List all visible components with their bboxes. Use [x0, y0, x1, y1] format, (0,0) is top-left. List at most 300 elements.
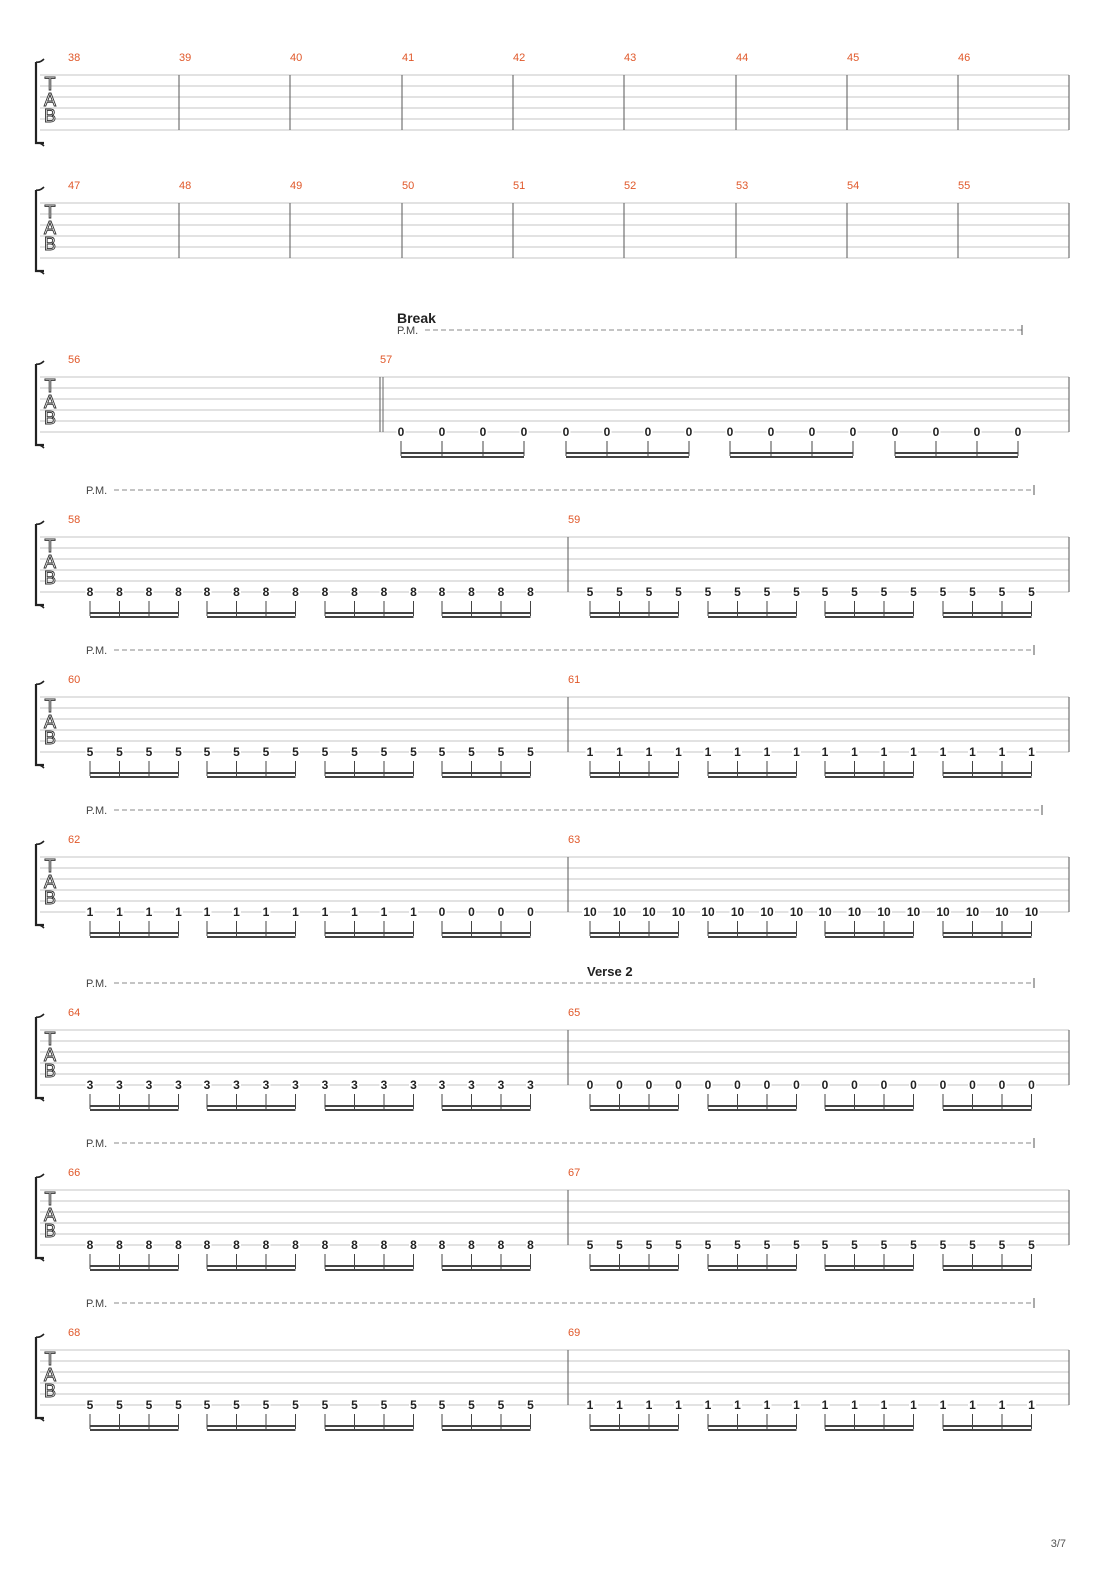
beam: [325, 1425, 414, 1427]
fret-number: 1: [880, 1398, 888, 1412]
beam: [825, 1265, 914, 1267]
beam: [943, 936, 1032, 938]
system-bracket: [36, 190, 44, 271]
fret-number: 5: [969, 1238, 976, 1252]
beam: [943, 1429, 1032, 1431]
fret-number: 3: [86, 1078, 94, 1092]
fret-number: 1: [998, 745, 1006, 759]
measure-number: 68: [68, 1327, 81, 1339]
fret-number: 1: [351, 905, 358, 919]
measure-number: 63: [568, 834, 581, 846]
fret-number: 10: [612, 905, 627, 919]
fret-number: 1: [763, 1398, 771, 1412]
fret-number: 8: [233, 585, 240, 599]
fret-number: 1: [763, 745, 771, 759]
beam: [90, 616, 179, 618]
bracket-top-hook: [36, 1014, 44, 1017]
beam: [207, 776, 296, 778]
fret-number: 0: [849, 425, 857, 439]
measure-number: 65: [568, 1007, 581, 1019]
beam: [325, 1265, 414, 1267]
fret-number: 5: [616, 1238, 623, 1252]
fret-number: 5: [468, 1398, 475, 1412]
beam: [825, 1425, 914, 1427]
beam: [590, 616, 679, 618]
fret-number: 0: [821, 1078, 829, 1092]
fret-number: 0: [939, 1078, 947, 1092]
fret-number: 8: [175, 585, 182, 599]
beam: [325, 932, 414, 934]
fret-number: 5: [233, 745, 240, 759]
system-bracket: [36, 1337, 44, 1418]
fret-number: 1: [939, 1398, 947, 1412]
tab-clef-letter: T: [44, 696, 56, 716]
fret-number: 3: [468, 1078, 475, 1092]
beam: [590, 772, 679, 774]
beam: [825, 1105, 914, 1107]
beam: [590, 932, 679, 934]
beam: [590, 1105, 679, 1107]
fret-number: 5: [704, 1238, 712, 1252]
beam: [708, 772, 797, 774]
measure-number: 57: [380, 354, 393, 366]
fret-number: 5: [116, 745, 123, 759]
fret-number: 0: [497, 905, 505, 919]
fret-number: 0: [644, 425, 652, 439]
fret-number: 0: [685, 425, 693, 439]
beam: [708, 1425, 797, 1427]
fret-number: 8: [438, 585, 446, 599]
fret-number: 1: [645, 1398, 653, 1412]
beam: [566, 452, 689, 454]
fret-number: 10: [760, 905, 774, 919]
fret-number: 5: [880, 585, 888, 599]
fret-number: 5: [939, 1238, 947, 1252]
fret-number: 5: [851, 585, 858, 599]
fret-number: 5: [468, 745, 475, 759]
bracket-top-hook: [36, 1174, 44, 1177]
fret-number: 5: [880, 1238, 888, 1252]
tab-clef-letter: A: [43, 392, 57, 412]
fret-number: 5: [203, 1398, 211, 1412]
tab-clef-letter: B: [43, 408, 57, 428]
measure-number: 67: [568, 1167, 581, 1179]
tab-clef-letter: T: [44, 202, 56, 222]
fret-number: 3: [203, 1078, 211, 1092]
fret-number: 1: [734, 745, 741, 759]
fret-number: 3: [527, 1078, 534, 1092]
beam: [825, 936, 914, 938]
fret-number: 5: [86, 1398, 94, 1412]
measure-number: 51: [513, 180, 526, 192]
fret-number: 0: [880, 1078, 888, 1092]
fret-number: 8: [321, 1238, 329, 1252]
fret-number: 5: [351, 745, 358, 759]
tab-clef-letter: A: [43, 872, 57, 892]
fret-number: 1: [233, 905, 240, 919]
fret-number: 5: [910, 585, 917, 599]
fret-number: 1: [616, 745, 623, 759]
measure-number: 52: [624, 180, 637, 192]
fret-number: 5: [616, 585, 623, 599]
tab-clef-letter: B: [43, 1381, 57, 1401]
fret-number: 10: [906, 905, 921, 919]
fret-number: 5: [969, 585, 976, 599]
fret-number: 1: [321, 905, 329, 919]
palm-mute-label: P.M.: [86, 805, 108, 817]
beam: [708, 612, 797, 614]
fret-number: 1: [616, 1398, 623, 1412]
fret-number: 8: [380, 1238, 388, 1252]
fret-number: 5: [145, 1398, 153, 1412]
fret-number: 5: [527, 1398, 534, 1412]
measure-number: 44: [736, 52, 749, 64]
fret-number: 10: [642, 905, 656, 919]
beam: [442, 1109, 531, 1111]
fret-number: 8: [262, 585, 270, 599]
fret-number: 3: [380, 1078, 388, 1092]
fret-number: 3: [292, 1078, 299, 1092]
beam: [825, 612, 914, 614]
fret-number: 5: [704, 585, 712, 599]
fret-number: 1: [821, 1398, 829, 1412]
beam: [207, 932, 296, 934]
fret-number: 10: [730, 905, 745, 919]
fret-number: 5: [116, 1398, 123, 1412]
fret-number: 1: [821, 745, 829, 759]
fret-number: 8: [351, 1238, 358, 1252]
tab-clef-letter: B: [43, 568, 57, 588]
fret-number: 1: [880, 745, 888, 759]
fret-number: 8: [233, 1238, 240, 1252]
beam: [825, 1109, 914, 1111]
fret-number: 3: [410, 1078, 417, 1092]
fret-number: 1: [675, 745, 682, 759]
fret-number: 1: [939, 745, 947, 759]
fret-number: 1: [586, 1398, 594, 1412]
fret-number: 5: [497, 1398, 505, 1412]
fret-number: 5: [821, 585, 829, 599]
fret-number: 0: [1028, 1078, 1035, 1092]
fret-number: 10: [671, 905, 686, 919]
tab-clef-letter: T: [44, 376, 56, 396]
fret-number: 5: [998, 585, 1006, 599]
fret-number: 0: [438, 425, 446, 439]
tab-clef-letter: T: [44, 536, 56, 556]
tab-clef-letter: A: [43, 712, 57, 732]
tab-clef-letter: T: [44, 1189, 56, 1209]
fret-number: 3: [262, 1078, 270, 1092]
fret-number: 5: [527, 745, 534, 759]
fret-number: 0: [932, 425, 940, 439]
fret-number: 1: [145, 905, 153, 919]
beam: [943, 1425, 1032, 1427]
tab-clef-letter: A: [43, 1205, 57, 1225]
beam: [708, 1265, 797, 1267]
fret-number: 10: [1024, 905, 1039, 919]
beam: [442, 932, 531, 934]
tab-clef-letter: T: [44, 856, 56, 876]
beam: [207, 1269, 296, 1271]
fret-number: 5: [497, 745, 505, 759]
beam: [325, 936, 414, 938]
measure-number: 48: [179, 180, 192, 192]
fret-number: 10: [789, 905, 804, 919]
fret-number: 8: [203, 1238, 211, 1252]
palm-mute-label: P.M.: [86, 485, 108, 497]
fret-number: 5: [645, 1238, 653, 1252]
beam: [325, 772, 414, 774]
system-bracket: [36, 684, 44, 765]
fret-number: 1: [998, 1398, 1006, 1412]
fret-number: 5: [763, 585, 771, 599]
tab-clef-letter: A: [43, 90, 57, 110]
tab-clef-letter: T: [44, 1349, 56, 1369]
beam: [325, 1429, 414, 1431]
beam: [442, 772, 531, 774]
beam: [207, 772, 296, 774]
fret-number: 5: [438, 1398, 446, 1412]
beam: [90, 1109, 179, 1111]
tab-clef-letter: T: [44, 1029, 56, 1049]
beam: [590, 1269, 679, 1271]
system-bracket: [36, 62, 44, 143]
fret-number: 0: [1014, 425, 1022, 439]
fret-number: 5: [321, 1398, 329, 1412]
palm-mute-label: P.M.: [86, 1138, 108, 1150]
beam: [207, 936, 296, 938]
fret-number: 8: [86, 1238, 94, 1252]
fret-number: 8: [468, 1238, 475, 1252]
beam: [708, 1429, 797, 1431]
beam: [708, 616, 797, 618]
fret-number: 5: [734, 1238, 741, 1252]
measure-number: 50: [402, 180, 415, 192]
fret-number: 5: [145, 745, 153, 759]
beam: [825, 932, 914, 934]
beam: [895, 456, 1018, 458]
fret-number: 0: [562, 425, 570, 439]
tab-system: [36, 52, 1069, 146]
fret-number: 3: [116, 1078, 123, 1092]
fret-number: 0: [586, 1078, 594, 1092]
fret-number: 1: [969, 745, 976, 759]
beam: [90, 1105, 179, 1107]
fret-number: 8: [351, 585, 358, 599]
fret-number: 1: [704, 745, 712, 759]
beam: [442, 1105, 531, 1107]
bracket-top-hook: [36, 59, 44, 62]
beam: [943, 1265, 1032, 1267]
beam: [90, 1425, 179, 1427]
fret-number: 5: [292, 745, 299, 759]
measure-number: 53: [736, 180, 749, 192]
fret-number: 1: [86, 905, 94, 919]
fret-number: 1: [410, 905, 417, 919]
fret-number: 1: [851, 745, 858, 759]
beam: [401, 452, 524, 454]
fret-number: 0: [479, 425, 487, 439]
beam: [825, 772, 914, 774]
beam: [566, 456, 689, 458]
tab-clef-letter: T: [44, 74, 56, 94]
tab-clef-letter: B: [43, 728, 57, 748]
measure-number: 64: [68, 1007, 81, 1019]
fret-number: 5: [380, 1398, 388, 1412]
measure-number: 56: [68, 354, 81, 366]
fret-number: 0: [704, 1078, 712, 1092]
fret-number: 1: [734, 1398, 741, 1412]
tab-system: [36, 645, 1069, 778]
tab-system: [36, 180, 1069, 274]
fret-number: 5: [410, 1398, 417, 1412]
measure-number: 46: [958, 52, 971, 64]
beam: [825, 1269, 914, 1271]
beam: [943, 612, 1032, 614]
beam: [943, 932, 1032, 934]
fret-number: 5: [998, 1238, 1006, 1252]
fret-number: 0: [973, 425, 981, 439]
bracket-top-hook: [36, 681, 44, 684]
fret-number: 5: [734, 585, 741, 599]
bracket-top-hook: [36, 521, 44, 524]
fret-number: 1: [1028, 745, 1035, 759]
page-number: 3/7: [1050, 1538, 1066, 1550]
fret-number: 5: [939, 585, 947, 599]
beam: [325, 1105, 414, 1107]
measure-number: 66: [68, 1167, 81, 1179]
fret-number: 5: [675, 1238, 682, 1252]
fret-number: 8: [175, 1238, 182, 1252]
palm-mute-label: P.M.: [86, 1298, 108, 1310]
fret-number: 0: [603, 425, 611, 439]
fret-number: 0: [793, 1078, 800, 1092]
fret-number: 0: [851, 1078, 858, 1092]
tab-clef-letter: B: [43, 234, 57, 254]
beam: [442, 1265, 531, 1267]
tab-clef-letter: B: [43, 106, 57, 126]
beam: [401, 456, 524, 458]
fret-number: 10: [877, 905, 891, 919]
fret-number: 5: [321, 745, 329, 759]
beam: [825, 776, 914, 778]
fret-number: 3: [321, 1078, 329, 1092]
fret-number: 5: [351, 1398, 358, 1412]
beam: [708, 1105, 797, 1107]
measure-number: 40: [290, 52, 303, 64]
fret-number: 0: [808, 425, 816, 439]
fret-number: 8: [438, 1238, 446, 1252]
fret-number: 5: [438, 745, 446, 759]
measure-number: 45: [847, 52, 860, 64]
beam: [442, 612, 531, 614]
fret-number: 8: [145, 585, 153, 599]
fret-number: 1: [645, 745, 653, 759]
fret-number: 8: [292, 1238, 299, 1252]
fret-number: 8: [86, 585, 94, 599]
beam: [825, 1429, 914, 1431]
beam: [590, 1425, 679, 1427]
fret-number: 5: [793, 1238, 800, 1252]
tab-system: [36, 1298, 1069, 1431]
beam: [825, 616, 914, 618]
beam: [590, 1265, 679, 1267]
beam: [708, 936, 797, 938]
beam: [708, 776, 797, 778]
fret-number: 5: [380, 745, 388, 759]
fret-number: 8: [527, 585, 534, 599]
fret-number: 8: [527, 1238, 534, 1252]
fret-number: 5: [586, 1238, 594, 1252]
beam: [943, 1105, 1032, 1107]
fret-number: 1: [262, 905, 270, 919]
fret-number: 5: [910, 1238, 917, 1252]
fret-number: 1: [969, 1398, 976, 1412]
measure-number: 38: [68, 52, 81, 64]
fret-number: 8: [497, 585, 505, 599]
tab-clef-letter: A: [43, 218, 57, 238]
tab-system: [36, 964, 1069, 1111]
fret-number: 0: [767, 425, 775, 439]
measure-number: 41: [402, 52, 415, 64]
beam: [90, 936, 179, 938]
fret-number: 5: [233, 1398, 240, 1412]
fret-number: 8: [203, 585, 211, 599]
fret-number: 5: [175, 745, 182, 759]
fret-number: 5: [86, 745, 94, 759]
beam: [442, 1269, 531, 1271]
fret-number: 3: [233, 1078, 240, 1092]
fret-number: 3: [497, 1078, 505, 1092]
tab-clef-letter: B: [43, 1061, 57, 1081]
fret-number: 5: [793, 585, 800, 599]
bracket-top-hook: [36, 361, 44, 364]
measure-number: 62: [68, 834, 81, 846]
tab-system: [36, 1138, 1069, 1271]
measure-number: 54: [847, 180, 860, 192]
beam: [590, 936, 679, 938]
fret-number: 0: [645, 1078, 653, 1092]
fret-number: 8: [116, 1238, 123, 1252]
fret-number: 0: [763, 1078, 771, 1092]
fret-number: 0: [910, 1078, 917, 1092]
fret-number: 10: [583, 905, 597, 919]
fret-number: 0: [616, 1078, 623, 1092]
beam: [207, 1105, 296, 1107]
fret-number: 0: [520, 425, 528, 439]
fret-number: 10: [701, 905, 715, 919]
measure-number: 60: [68, 674, 81, 686]
measure-number: 61: [568, 674, 581, 686]
measure-number: 69: [568, 1327, 581, 1339]
beam: [708, 932, 797, 934]
fret-number: 0: [891, 425, 899, 439]
beam: [442, 1425, 531, 1427]
fret-number: 1: [910, 745, 917, 759]
fret-number: 5: [1028, 1238, 1035, 1252]
fret-number: 1: [203, 905, 211, 919]
bracket-top-hook: [36, 187, 44, 190]
beam: [90, 772, 179, 774]
tab-clef-letter: B: [43, 1221, 57, 1241]
beam: [730, 452, 853, 454]
system-bracket: [36, 364, 44, 445]
beam: [325, 776, 414, 778]
fret-number: 1: [793, 745, 800, 759]
beam: [943, 1269, 1032, 1271]
beam: [90, 1429, 179, 1431]
measure-number: 42: [513, 52, 526, 64]
